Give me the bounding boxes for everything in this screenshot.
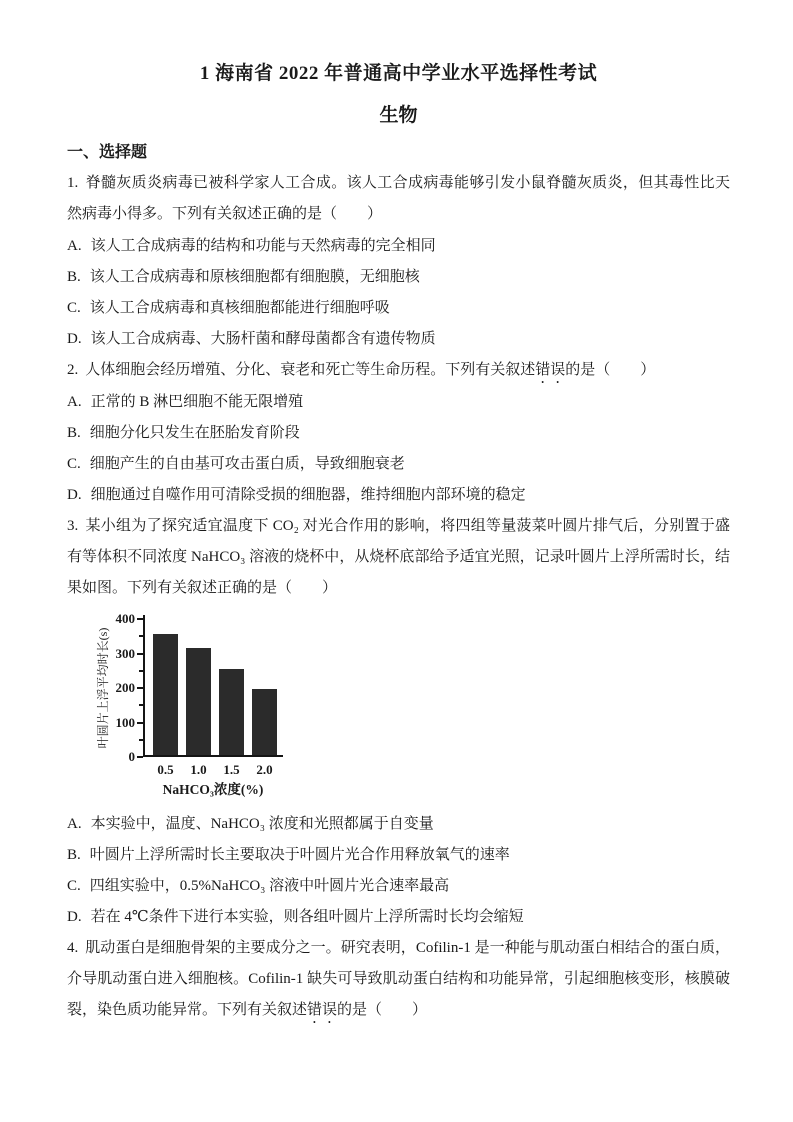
question-2-option-a (67, 387, 730, 418)
page-title: 1 海南省 2022 年普通高中学业水平选择性考试 (199, 63, 598, 84)
option-text: 该人工合成病毒和原核细胞都有细胞膜，无细胞核 (89, 269, 420, 285)
chart-y-tick-label: 100 (115, 714, 135, 730)
question-1-option-d (67, 324, 730, 355)
question-4-number: 4. (67, 940, 79, 956)
chart-y-tick-label: 0 (128, 749, 135, 764)
option-text: 细胞通过自噬作用可清除受损的细胞器，维持细胞内部环境的稳定 (90, 487, 526, 503)
page-subtitle: 生物 (379, 105, 418, 126)
question-3-option-a (67, 809, 730, 840)
chart-x-tick-label: 1.0 (190, 762, 207, 777)
question-2-option-d (67, 480, 730, 511)
question-3-option-b (67, 840, 730, 871)
question-1 (67, 168, 730, 355)
bar (186, 648, 211, 755)
chart-y-tick-mark (137, 687, 143, 689)
chart-y-tick-mark (137, 756, 143, 758)
option-label: C. (67, 456, 81, 472)
option-text: 本实验中，温度、NaHCO₃ 浓度和光照都属于自变量 (90, 816, 434, 832)
bar-chart-figure (85, 609, 385, 807)
chart-y-tick-mark (137, 653, 143, 655)
question-2 (67, 355, 730, 511)
chart-y-tick-label: 300 (115, 645, 135, 661)
option-label: A. (67, 394, 82, 410)
option-text: 若在 4℃条件下进行本实验，则各组叶圆片上浮所需时长均会缩短 (90, 909, 524, 925)
chart-y-minor-tick (139, 704, 143, 706)
question-2-option-b (67, 418, 730, 449)
chart-y-minor-tick (139, 635, 143, 637)
chart-x-tick-label: 0.5 (157, 762, 174, 777)
question-4-stem-emphasis: 错误 (307, 1002, 338, 1018)
option-label: B. (67, 269, 81, 285)
question-4-stem-tail: 的是（ ） (337, 1002, 428, 1018)
option-label: A. (67, 816, 82, 832)
chart-x-tick-label: 2.0 (256, 762, 273, 777)
question-2-stem-emphasis: 错误 (535, 362, 566, 378)
question-2-stem-tail: 的是（ ） (565, 362, 656, 378)
question-3-stem-text: 某小组为了探究适宜温度下 CO₂ 对光合作用的影响，将四组等量菠菜叶圆片排气后，分别置于盛有等体积不同浓度 NaHCO₃ 溶液的烧杯中，从烧杯底部给予适宜光照，记录叶圆片上浮所需时长，结果如图。下列有关叙述正确的是（ ） (67, 518, 730, 596)
question-3-option-c (67, 871, 730, 902)
option-text: 该人工合成病毒和真核细胞都能进行细胞呼吸 (89, 300, 390, 316)
question-3-stem (67, 511, 730, 605)
chart-plot-area (143, 615, 283, 757)
question-2-stem-text: 人体细胞会经历增殖、分化、衰老和死亡等生命历程。下列有关叙述 (85, 362, 536, 378)
question-3-number: 3. (67, 518, 79, 534)
option-label: D. (67, 487, 82, 503)
option-text: 叶圆片上浮所需时长主要取决于叶圆片光合作用释放氧气的速率 (89, 847, 510, 863)
option-label: C. (67, 878, 81, 894)
bar (252, 689, 277, 755)
question-1-stem (67, 168, 730, 231)
question-3 (67, 511, 730, 933)
question-1-option-a (67, 231, 730, 262)
question-3-option-d (67, 902, 730, 933)
question-1-stem-text: 脊髓灰质炎病毒已被科学家人工合成。该人工合成病毒能够引发小鼠脊髓灰质炎，但其毒性比天然病毒小得多。下列有关叙述正确的是（ ） (67, 175, 730, 222)
option-text: 四组实验中，0.5%NaHCO₃ 溶液中叶圆片光合速率最高 (89, 878, 450, 894)
question-1-number: 1. (67, 175, 79, 191)
question-2-number: 2. (67, 362, 79, 378)
chart-y-minor-tick (139, 739, 143, 741)
option-label: D. (67, 331, 82, 347)
chart-y-tick-mark (137, 618, 143, 620)
option-label: B. (67, 847, 81, 863)
option-label: D. (67, 909, 82, 925)
chart-y-minor-tick (139, 670, 143, 672)
bar (219, 669, 244, 755)
question-4 (67, 933, 730, 1027)
chart-y-axis-label: 叶圆片上浮平均时长(s) (96, 627, 110, 749)
question-2-stem (67, 355, 730, 387)
option-text: 该人工合成病毒的结构和功能与天然病毒的完全相同 (90, 238, 436, 254)
bar (153, 634, 178, 755)
option-label: C. (67, 300, 81, 316)
chart-y-tick-label: 400 (115, 611, 135, 626)
chart-x-tick-label: 1.5 (223, 762, 240, 777)
question-1-option-b (67, 262, 730, 293)
option-text: 细胞产生的自由基可攻击蛋白质，导致细胞衰老 (89, 456, 405, 472)
question-1-option-c (67, 293, 730, 324)
option-text: 细胞分化只发生在胚胎发育阶段 (89, 425, 300, 441)
section-heading: 一、选择题 (67, 144, 148, 161)
question-4-stem (67, 933, 730, 1027)
option-label: B. (67, 425, 81, 441)
chart-y-tick-mark (137, 722, 143, 724)
question-4-stem-text: 肌动蛋白是细胞骨架的主要成分之一。研究表明，Cofilin-1 是一种能与肌动蛋白相结合的蛋白质，介导肌动蛋白进入细胞核。Cofilin-1 缺失可导致肌动蛋白结构和功能异常，引起细胞核变形，核膜破裂，染色质功能异常。下列有关叙述 (67, 940, 730, 1018)
option-text: 该人工合成病毒、大肠杆菌和酵母菌都含有遗传物质 (90, 331, 436, 347)
chart-x-axis-label: NaHCO₃浓度(%) (162, 782, 264, 797)
chart-y-tick-label: 200 (115, 680, 135, 695)
option-text: 正常的 B 淋巴细胞不能无限增殖 (90, 394, 304, 410)
question-2-option-c (67, 449, 730, 480)
option-label: A. (67, 238, 82, 254)
